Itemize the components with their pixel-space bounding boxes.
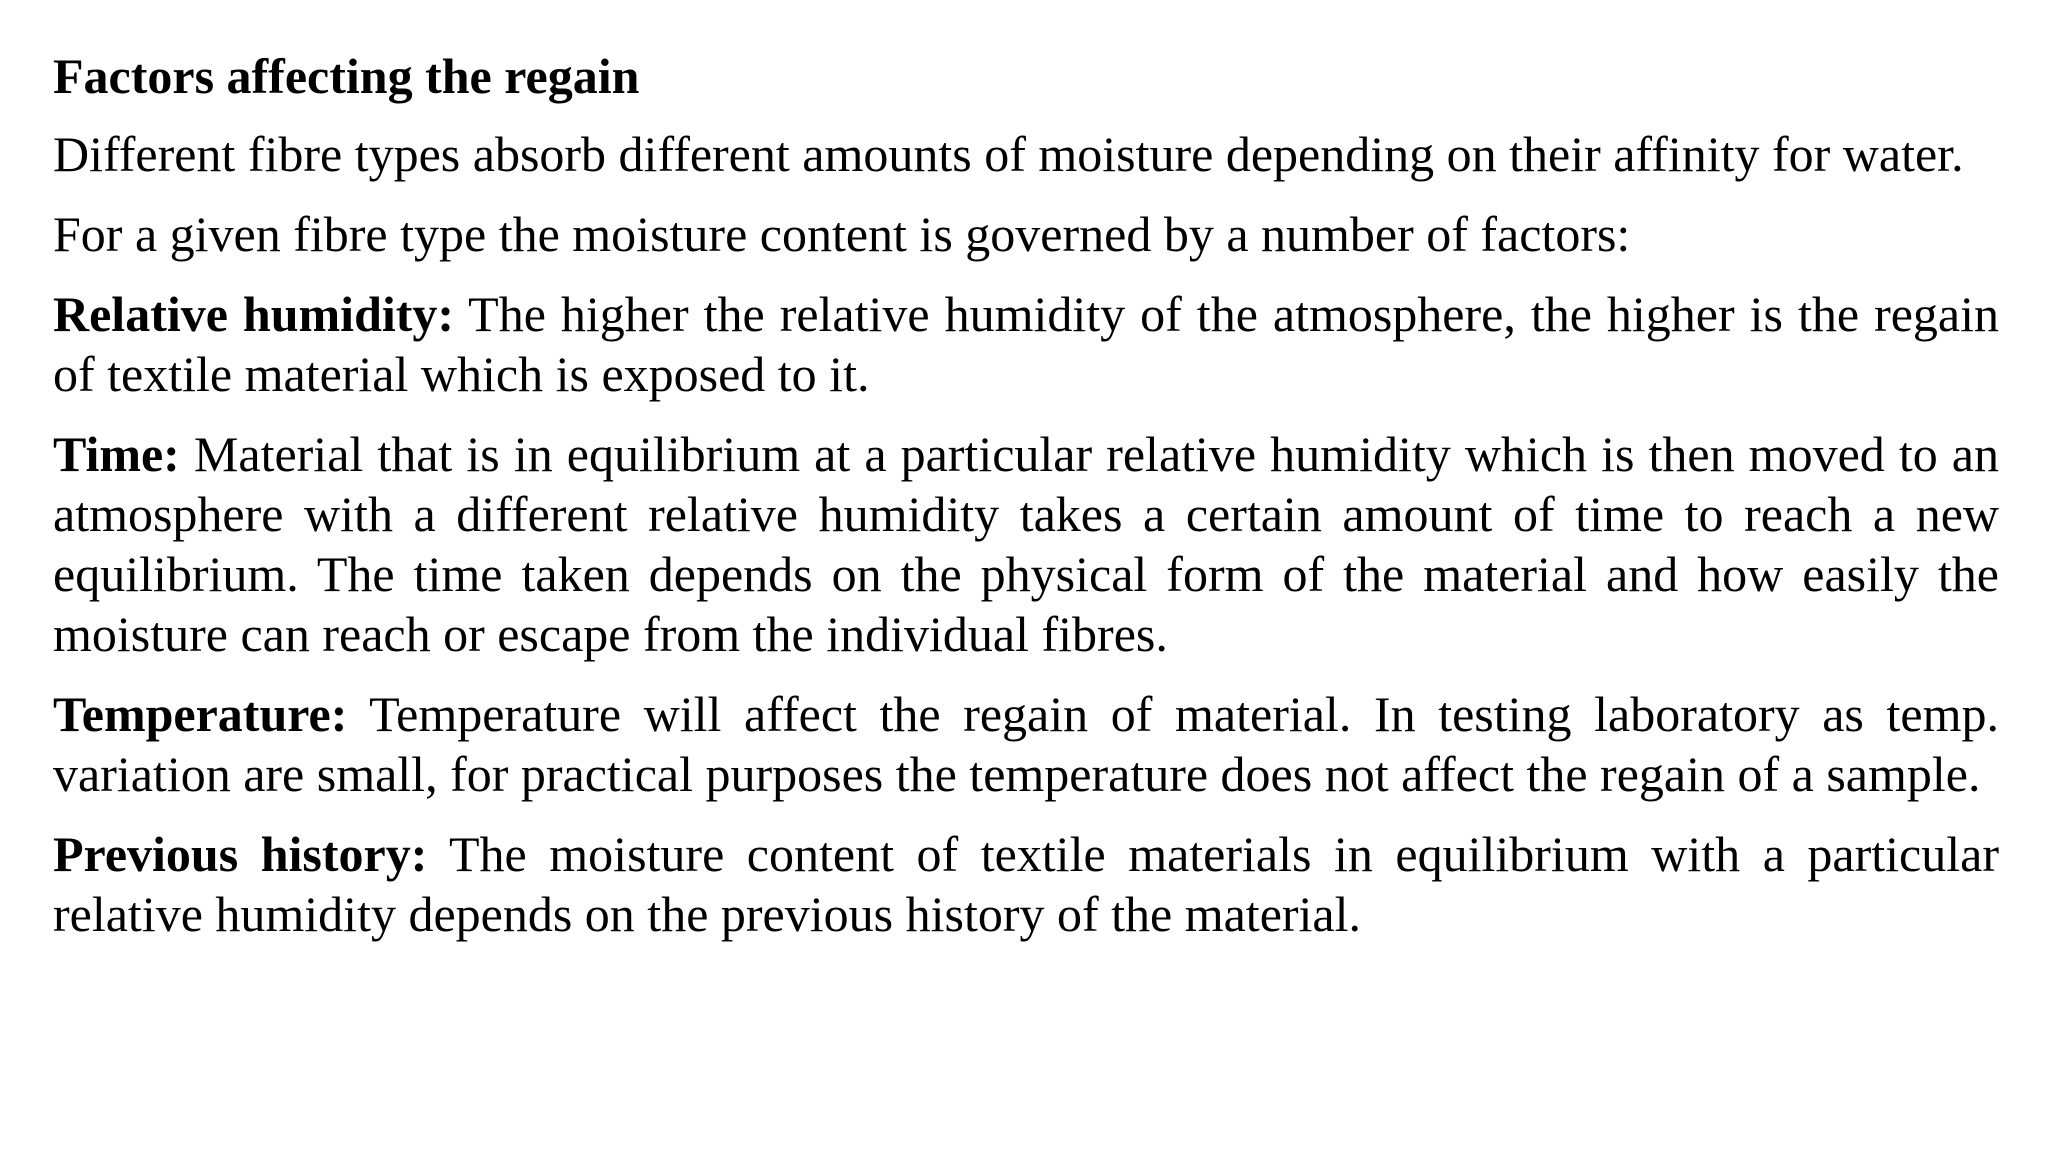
factor-temperature (53, 684, 1999, 804)
document-body (53, 46, 1999, 964)
factor-description: Material that is in equilibrium at a particular relative humidity which is then moved to an atmosphere with a different relative humidity takes a certain amount of time to reach a new equilibrium. The time taken depends on the physical form of the material and how easily the moisture can reach or escape from the individual fibres. (53, 426, 1999, 662)
factor-term: Relative humidity: (53, 286, 455, 342)
factor-time (53, 424, 1999, 664)
factor-term: Time: (53, 426, 180, 482)
section-heading: Factors affecting the regain (53, 48, 640, 104)
factor-relative-humidity (53, 284, 1999, 404)
intro-paragraph: Different fibre types absorb different amounts of moisture depending on their affinity for water. (53, 126, 1964, 182)
factor-description: Temperature will affect the regain of material. In testing laboratory as temp. variation are small, for practical purposes the temperature does not affect the regain of a sample. (53, 686, 1999, 802)
lead-paragraph: For a given fibre type the moisture content is governed by a number of factors: (53, 206, 1631, 262)
factor-description: The moisture content of textile materials in equilibrium with a particular relative humidity depends on the previous history of the material. (53, 826, 1999, 942)
factor-description: The higher the relative humidity of the atmosphere, the higher is the regain of textile material which is exposed to it. (53, 286, 1999, 402)
factor-term: Temperature: (53, 686, 348, 742)
factor-term: Previous history: (53, 826, 428, 882)
factor-previous-history (53, 824, 1999, 944)
